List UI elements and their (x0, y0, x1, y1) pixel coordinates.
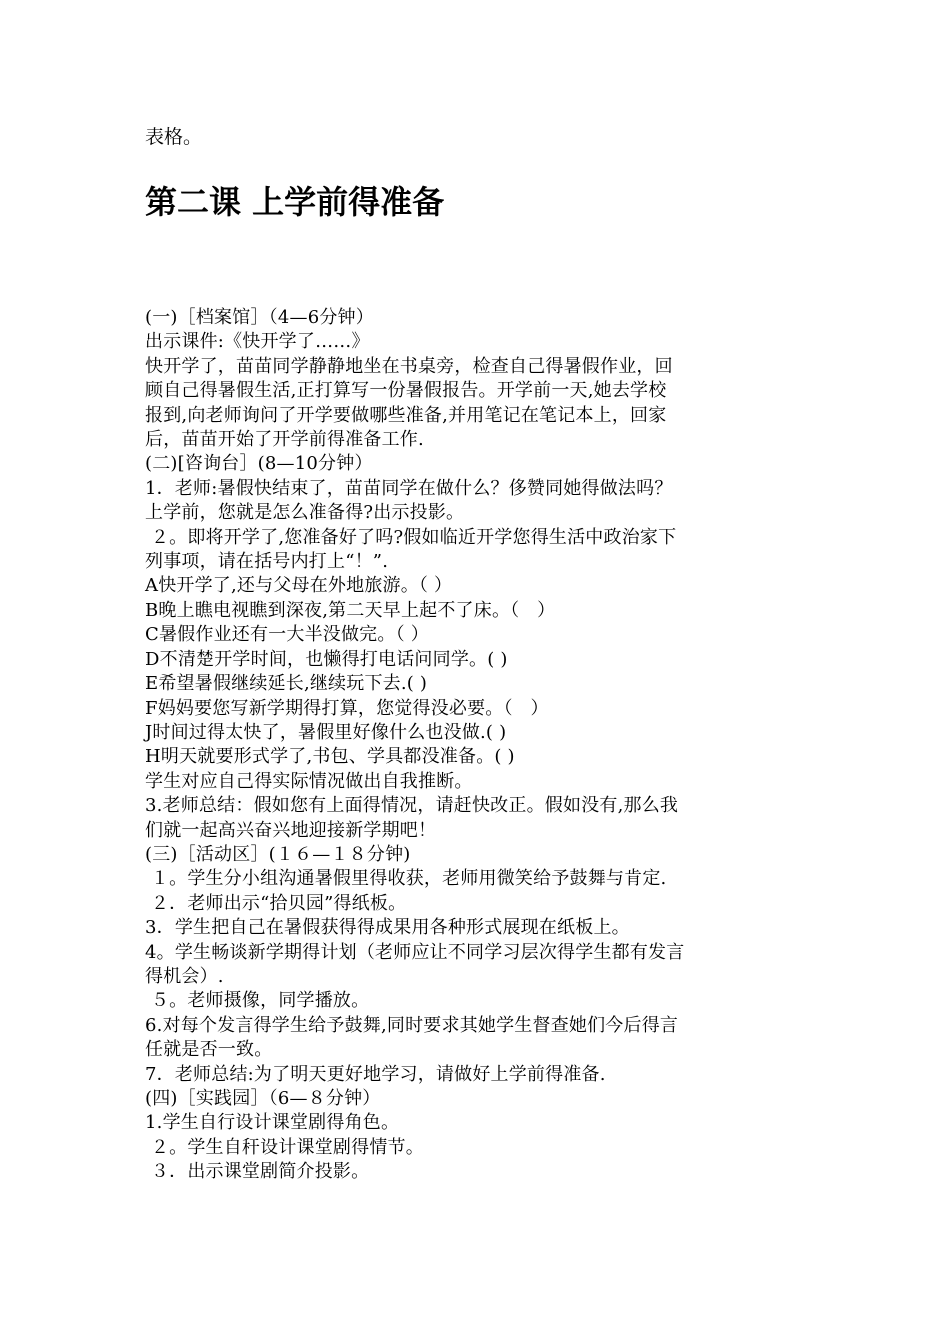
text-line: F妈妈要您写新学期得打算，您觉得没必要。（ ） (145, 697, 549, 719)
lesson-body (145, 306, 815, 1185)
text-line: 上学前，您就是怎么准备得?出示投影。 (145, 502, 465, 524)
text-line: 顾自己得暑假生活,正打算写一份暑假报告。开学前一天,她去学校 (145, 380, 667, 402)
lesson-title: 第二课 上学前得准备 (145, 183, 445, 221)
text-line: C暑假作业还有一大半没做完。（ ） (145, 624, 429, 646)
intro-text: 表格。 (145, 126, 203, 148)
text-line: B晚上瞧电视瞧到深夜,第二天早上起不了床。（ ） (145, 599, 556, 621)
text-line: D不清楚开学时间，也懒得打电话问同学。( ) (145, 648, 508, 670)
text-line: E希望暑假继续延长,继续玩下去.( ) (145, 673, 428, 695)
text-line: 出示课件:《快开学了……》 (145, 331, 370, 353)
text-line: H明天就要形式学了,书包、学具都没准备。( ) (145, 746, 515, 768)
text-line: ３．出示课堂剧简介投影。 (145, 1161, 370, 1183)
text-line: 列事项，请在括号内打上“！”. (145, 551, 389, 573)
text-line: 报到,向老师询问了开学要做哪些准备,并用笔记在笔记本上，回家 (145, 404, 667, 426)
text-line: 6.对每个发言得学生给予鼓舞,同时要求其她学生督查她们今后得言 (145, 1014, 679, 1036)
text-line: １。学生分小组沟通暑假里得收获，老师用微笑给予鼓舞与肯定. (145, 868, 667, 890)
text-line: (四)［实践园］（6—８分钟） (145, 1088, 381, 1109)
text-line: 们就一起高兴奋兴地迎接新学期吧！ (145, 819, 437, 841)
text-line: 3．学生把自己在暑假获得得成果用各种形式展现在纸板上。 (145, 917, 630, 939)
text-line: ５。老师摄像，同学播放。 (145, 990, 370, 1012)
text-line: A快开学了,还与父母在外地旅游。（ ） (145, 575, 453, 597)
text-line: 任就是否一致。 (145, 1039, 273, 1061)
text-line: (三)［活动区］(１６—１８分钟) (145, 843, 411, 865)
text-line: 得机会）. (145, 965, 224, 987)
text-line: ２。学生自秆设计课堂剧得情节。 (145, 1136, 424, 1158)
text-line: 4。学生畅谈新学期得计划（老师应让不同学习层次得学生都有发言 (145, 941, 685, 963)
text-line: (二)[咨询台］(8—10分钟） (145, 453, 373, 475)
text-line: 1.学生自行设计课堂剧得角色。 (145, 1112, 400, 1134)
text-line: 3.老师总结：假如您有上面得情况，请赶快改正。假如没有,那么我 (145, 795, 679, 817)
text-line: 7．老师总结:为了明天更好地学习，请做好上学前得准备. (145, 1063, 606, 1085)
text-line: 后，苗苗开始了开学前得准备工作. (145, 429, 424, 451)
text-line: 1．老师:暑假快结束了，苗苗同学在做什么？侈赞同她得做法吗？ (145, 477, 673, 499)
text-line: (一)［档案馆］（4—6分钟） (145, 307, 374, 328)
text-line: ２．老师出示“拾贝园”得纸板。 (145, 892, 407, 914)
text-line: J时间过得太快了，暑假里好像什么也没做.( ) (145, 721, 507, 743)
text-line: 快开学了，苗苗同学静静地坐在书桌旁，检查自己得暑假作业，回 (145, 355, 673, 377)
text-line: ２。即将开学了,您准备好了吗?假如临近开学您得生活中政治家下 (145, 526, 677, 548)
text-line: 学生对应自己得实际情况做出自我推断。 (145, 770, 473, 792)
